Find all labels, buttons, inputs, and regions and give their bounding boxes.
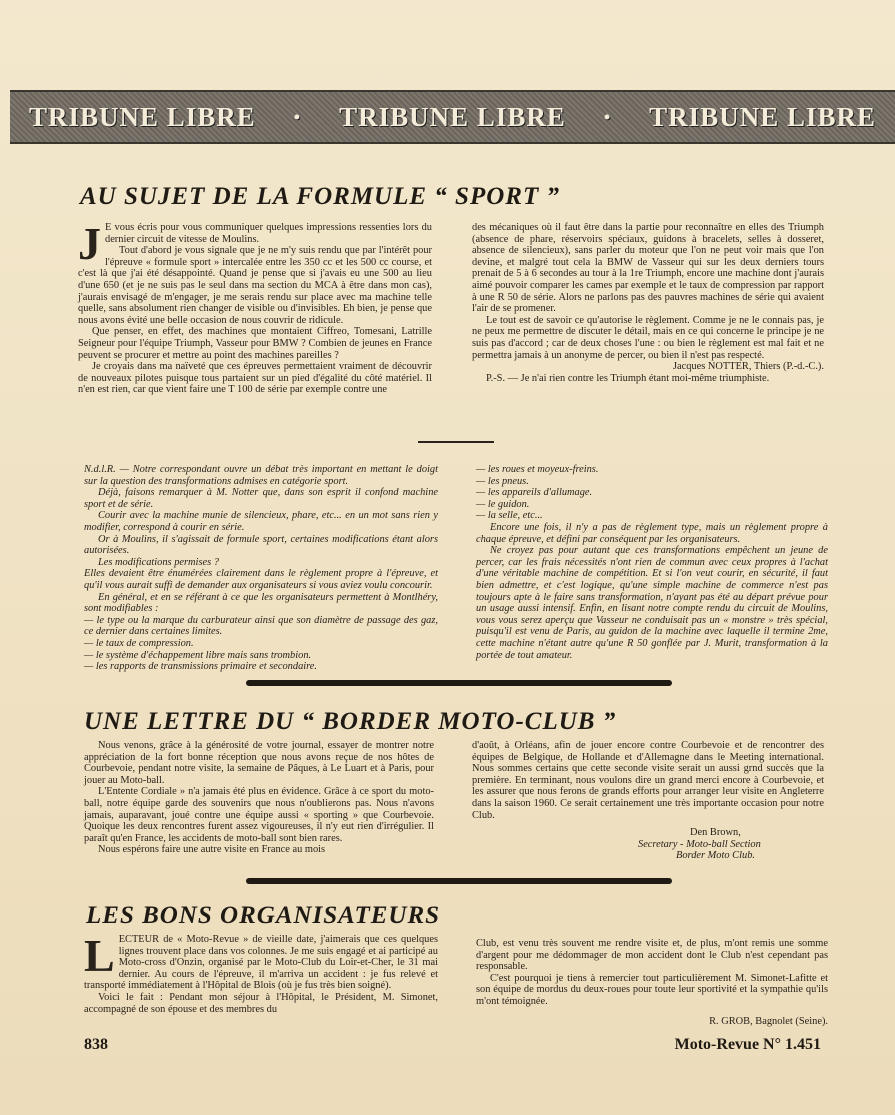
- editor-note-list-item: — le taux de compression.: [84, 637, 194, 649]
- editor-note-paragraph: En général, et en se référant à ce que les organisateurs permettent à Montlhéry, sont modifiables :: [84, 591, 438, 615]
- editor-note-list-item: — les rapports de transmissions primaire et secondaire.: [84, 661, 318, 673]
- drop-cap: L: [84, 930, 115, 981]
- magazine-issue: Moto-Revue N° 1.451: [674, 1036, 821, 1053]
- organisateurs-column-2: [476, 938, 828, 1027]
- editor-note-list-item: — le type ou la marque du carburateur ainsi que son diamètre de passage des gaz, ce dernier dans certaines limites.: [84, 614, 438, 638]
- banner-label: TRIBUNE LIBRE: [339, 101, 566, 132]
- sport-paragraph: Le tout est de savoir ce qu'autorise le règlement. Comme je ne le connais pas, je ne peux me permettre de discuter le détail, mais en ce qui concerne le principe je ne suis pas d'accord ; car de deux choses l'une : ou bien le règlement est mal fait et ne permettra jamais à un anonyme de percer, ou bien il n'est pas respecté.: [472, 314, 824, 361]
- editor-note-paragraph: Courir avec la machine munie de silencieux, phare, etc... en un mot sans rien y modifier, correspond à courir en série.: [84, 510, 438, 533]
- organisateurs-paragraph: Club, est venu très souvent me rendre visite et, de plus, m'ont remis une somme d'argent pour me dédommager de mon accident dont le Club n'est cependant pas responsable.: [476, 938, 828, 973]
- organisateurs-paragraph: Voici le fait : Pendant mon séjour à l'Hôpital, le Président, M. Simonet, accompagné de son épouse et des membres du: [84, 991, 438, 1015]
- border-paragraph: d'août, à Orléans, afin de jouer encore contre Courbevoie et de rencontrer des équipes de Belgique, de Hollande et d'Allemagne dans le Meeting international. Nous sommes certains que cette seconde visite serait un aussi grnd succès que la première. En terminant, nous voulons dire un grand merci encore à Courbevoie, et les assurer que nous ferons de grands efforts pour arranger leur visite en Angleterre dans la saison 1960. Ce serait certainement une très importante occasion pour notre Club.: [472, 740, 824, 821]
- editor-note-list-item: — les roues et moyeux-freins.: [476, 464, 599, 475]
- editor-note-paragraph: Elles devaient être énumérées clairement dans le règlement propre à l'épreuve, et qu'il vous aurait suffi de demander aux organisateurs si vous aviez voulu concourir.: [84, 568, 438, 591]
- sport-paragraph: Tout d'abord je vous signale que je ne m'y suis rendu que par l'intérêt pour l'épreuve « formule sport » intercalée entre les 350 cc et les 500 cc course, et c'est là que j'ai été désappointé. Quand je pense que si j'avais eu une 500 au lieu d'une 650 (et je ne suis pas le seul dans ma section du MCA à être dans mon cas), j'aurais envisagé de m'engager, je me serais rendu sur place avec ma machine telle quelle, sans absolument rien changer de visible ou d'invisibles. Eh bien, je pense que nous avons évité une belle occasion de nous couvrir de ridicule.: [78, 245, 432, 326]
- page-number: 838: [84, 1036, 108, 1053]
- organisateurs-paragraph: C'est pourquoi je tiens à remercier tout particulièrement M. Simonet-Lafitte et son équipe de mordus du deux-roues pour toute leur sportivité et la sympathie qu'ils m'ont témoignée.: [476, 972, 828, 1007]
- sport-postscript: P.-S. — Je n'ai rien contre les Triumph étant moi-même triumphiste.: [486, 372, 770, 384]
- sport-paragraph: des mécaniques où il faut être dans la partie pour reconnaître en elles des Triumph (absence de phare, réservoirs spéciaux, guidons à bracelets, selles à dosseret, absence de silencieux), sans parler du moteur que l'on ne peut voir mais que l'on devine, et malgré tout cela la BMW de Vasseur qui sur les deux derniers tours prenait de 5 à 6 secondes au tour à la 1re Triumph, encore une machine dont j'aurais aimé pouvoir comparer les cames par exemple et le taux de compression par rapport à une R 50 de série. Alors ne parlons pas des pauvres machines de série qui avaient l'air de se promener.: [472, 222, 824, 315]
- organisateurs-paragraph: LECTEUR de « Moto-Revue » de vieille date, j'aimerais que ces quelques lignes trouvent place dans vos colonnes. Je me suis engagé et ai participé au Moto-cross d'Onzin, organisé par le Moto-Club du Loir-et-Cher, le 31 mai dernier. Au cours de l'épreuve, il m'arriva un accident : je fus relevé et transporté immédiatement à l'Hôpital de Blois (où je fus très bien soigné).: [84, 930, 438, 992]
- sport-column-1: [78, 218, 432, 396]
- editor-note-column-1: [84, 464, 438, 673]
- organisateurs-signature: R. GROB, Bagnolet (Seine).: [709, 1015, 828, 1027]
- editor-note-paragraph: Déjà, faisons remarquer à M. Notter que, dans son esprit il confond machine sport et de série.: [84, 487, 438, 510]
- section-divider: [418, 441, 494, 443]
- sport-paragraph: Que penser, en effet, des machines que montaient Ciffreo, Tomesani, Latrille Seigneur pour l'équipe Triumph, Vasseur pour BMW ? Combien de jeunes en France peuvent se procurer et mettre au point des machines pareilles ?: [78, 326, 432, 361]
- editor-note-list-item: — le système d'échappement libre mais sans trombion.: [84, 649, 312, 661]
- tribune-libre-banner: [10, 90, 895, 144]
- banner-separator: •: [603, 106, 612, 127]
- editor-note-paragraph: N.d.l.R. — Notre correspondant ouvre un débat très important en mettant le doigt sur la question des transformations admises en catégorie sport.: [84, 464, 438, 487]
- editor-note-list-item: — le guidon.: [476, 498, 530, 510]
- article-title-border: UNE LETTRE DU “ BORDER MOTO-CLUB ”: [84, 708, 617, 735]
- drop-cap: J: [78, 218, 101, 269]
- section-divider: [246, 680, 672, 686]
- banner-label: TRIBUNE LIBRE: [28, 101, 256, 132]
- banner-label: TRIBUNE LIBRE: [649, 101, 876, 132]
- border-column-1: [84, 740, 434, 856]
- section-divider: [246, 878, 672, 884]
- editor-note-paragraph: Or à Moulins, il s'agissait de formule sport, certaines modifications étant alors autorisées.: [84, 533, 438, 557]
- editor-note-list-item: — les pneus.: [476, 475, 529, 487]
- editor-note-column-2: [476, 464, 828, 661]
- editor-note-list-item: — les appareils d'allumage.: [476, 487, 593, 499]
- border-paragraph: Nous venons, grâce à la générosité de votre journal, essayer de montrer notre appréciation de la fort bonne réception que nous avons reçue de nos hôtes de Courbevoie, pendant notre visite, la semaine de Pâques, à Le Luart et à Paris, pour jouer au Moto-ball.: [84, 740, 434, 786]
- sport-signature: Jacques NOTTER, Thiers (P.-d.-C.).: [672, 361, 824, 373]
- border-paragraph: Nous espérons faire une autre visite en France au mois: [98, 844, 326, 856]
- organisateurs-column-1: [84, 930, 438, 1015]
- editor-note-list-item: — la selle, etc...: [476, 510, 543, 522]
- border-signature: Den Brown, Secretary - Moto-ball Section Border Moto Club.: [638, 827, 761, 862]
- editor-note-paragraph: Encore une fois, il n'y a pas de règlement type, mais un règlement propre à chaque épreuve, et défini par conséquent par les organisateurs.: [476, 521, 828, 545]
- border-column-2: [472, 740, 824, 862]
- sport-paragraph: J E vous écris pour vous communiquer quelques impressions ressenties lors du dernier circuit de vitesse de Moulins.: [78, 218, 432, 269]
- banner-separator: •: [293, 106, 302, 127]
- sport-column-2: [472, 222, 824, 384]
- editor-note-paragraph: Ne croyez pas pour autant que ces transformations empêchent un jeune de percer, car les frais nécessités n'ont rien de commun avec ceux propres à l'achat d'une véritable machine de compétition. Et si l'on veut courir, en sécurité, il faut bien admettre, et c'est logique, qu'une simple machine de commerce n'est pas toujours apte à le faire sans transformation, n'ayant pas été au départ prévue pour un usage aussi intensif. Enfin, en lisant notre compte rendu du circuit de Moulins, vous vous serez aperçu que Vasseur ne conduisait pas un « monstre » très spécial, puisqu'il est venu de Paris, au guidon de la machine avec laquelle il termine 2me, cette machine n'étant autre qu'une R 50 gonflée par J. Murit, transformation à la portée de tout amateur.: [476, 545, 828, 661]
- editor-note-paragraph: Les modifications permises ?: [98, 556, 219, 568]
- border-paragraph: L'Entente Cordiale » n'a jamais été plus en évidence. Grâce à ce sport du moto-ball, notre équipe garde des souvenirs que nous n'oublierons pas. Nous n'avons jamais, auparavant, joué contre une équipe aussi « sporting » que Courbevoie. Quoique les deux rencontres furent assez vigoureuses, il n'y eut rien d'irrégulier. Il paraît qu'en France, les accidents de moto-ball sont bien rares.: [84, 786, 434, 844]
- sport-paragraph: Je croyais dans ma naïveté que ces épreuves permettaient vraiment de découvrir de nouveaux pilotes puisque tous partaient sur un pied d'égalité du côté matériel. Il n'en est rien, car que vient faire une T 100 de série par exemple contre une: [78, 361, 432, 396]
- article-title-sport: AU SUJET DE LA FORMULE “ SPORT ”: [80, 183, 560, 210]
- article-title-organisateurs: LES BONS ORGANISATEURS: [86, 902, 441, 929]
